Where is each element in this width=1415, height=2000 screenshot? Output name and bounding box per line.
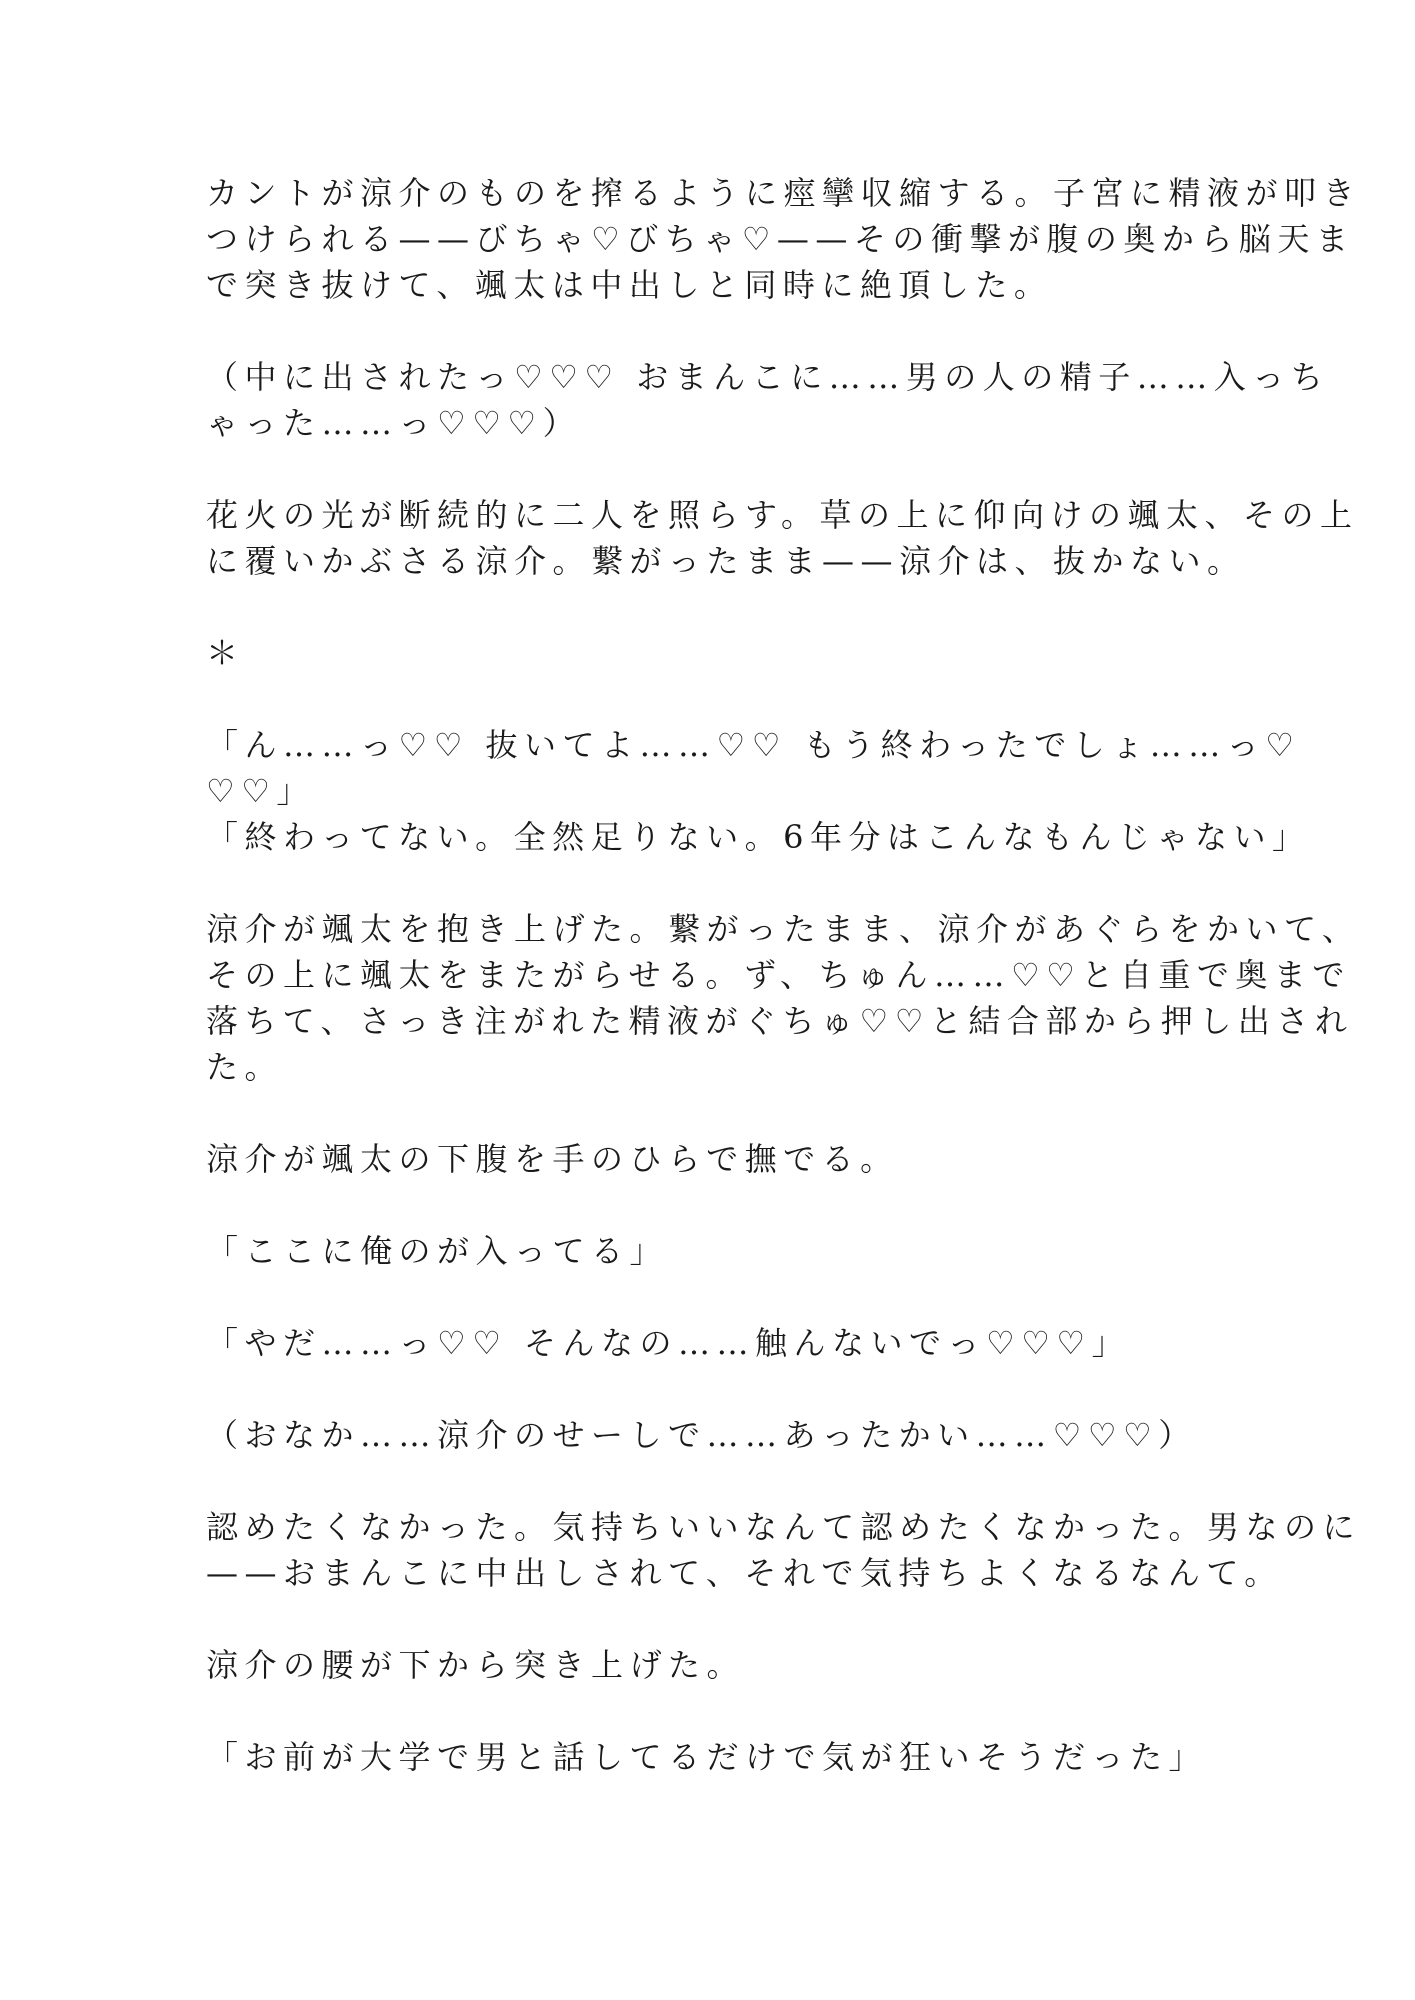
blank-line — [206, 1458, 1216, 1504]
text-line: 涼介の腰が下から突き上げた。 — [206, 1646, 746, 1684]
document-body — [206, 170, 1362, 1780]
text-line: で突き抜けて、颯太は中出しと同時に絶頂した。 — [206, 266, 1053, 304]
text-line: カントが涼介のものを搾るように痙攣収縮する。子宮に精液が叩き — [206, 174, 1362, 212]
text-line: に覆いかぶさる涼介。繋がったまま——涼介は、抜かない。 — [206, 542, 1246, 580]
blank-line — [206, 676, 1216, 722]
blank-line — [206, 1274, 1216, 1320]
blank-line — [206, 1596, 1216, 1642]
text-line: ♡♡」 — [206, 772, 315, 810]
text-line: ゃった……っ♡♡♡） — [206, 404, 582, 442]
text-line: 「ん……っ♡♡ 抜いてよ……♡♡ もう終わったでしょ……っ♡ — [206, 726, 1301, 764]
blank-line — [206, 1366, 1216, 1412]
text-line: （おなか……涼介のせーしで……あったかい……♡♡♡） — [206, 1416, 1197, 1454]
text-line: 「お前が大学で男と話してるだけで気が狂いそうだった」 — [206, 1738, 1208, 1776]
text-line: つけられる——びちゃ♡びちゃ♡——その衝撃が腹の奥から脳天ま — [206, 220, 1355, 258]
text-line: 「ここに俺のが入ってる」 — [206, 1232, 669, 1270]
text-line: 涼介が颯太を抱き上げた。繋がったまま、涼介があぐらをかいて、 — [206, 910, 1361, 948]
text-line: 「終わってない。全然足りない。6年分はこんなもんじゃない」 — [206, 818, 1311, 856]
text-line: （中に出されたっ♡♡♡ おまんこに……男の人の精子……入っち — [206, 358, 1330, 396]
blank-line — [206, 1090, 1216, 1136]
text-line: 涼介が颯太の下腹を手のひらで撫でる。 — [206, 1140, 899, 1178]
blank-line — [206, 860, 1216, 906]
text-line: 花火の光が断続的に二人を照らす。草の上に仰向けの颯太、その上 — [206, 496, 1359, 534]
blank-line — [206, 1182, 1216, 1228]
blank-line — [206, 308, 1216, 354]
text-line: ＊ — [206, 634, 245, 672]
text-line: その上に颯太をまたがらせる。ず、ちゅん……♡♡と自重で奥まで — [206, 956, 1351, 994]
text-line: 認めたくなかった。気持ちいいなんて認めたくなかった。男なのに — [206, 1508, 1362, 1546]
blank-line — [206, 1688, 1216, 1734]
text-line: 落ちて、さっき注がれた精液がぐちゅ♡♡と結合部から押し出され — [206, 1002, 1354, 1040]
text-line: 「やだ……っ♡♡ そんなの……触んないでっ♡♡♡」 — [206, 1324, 1131, 1362]
blank-line — [206, 584, 1216, 630]
blank-line — [206, 446, 1216, 492]
text-line: ——おまんこに中出しされて、それで気持ちよくなるなんて。 — [206, 1554, 1283, 1592]
text-line: た。 — [206, 1048, 284, 1086]
